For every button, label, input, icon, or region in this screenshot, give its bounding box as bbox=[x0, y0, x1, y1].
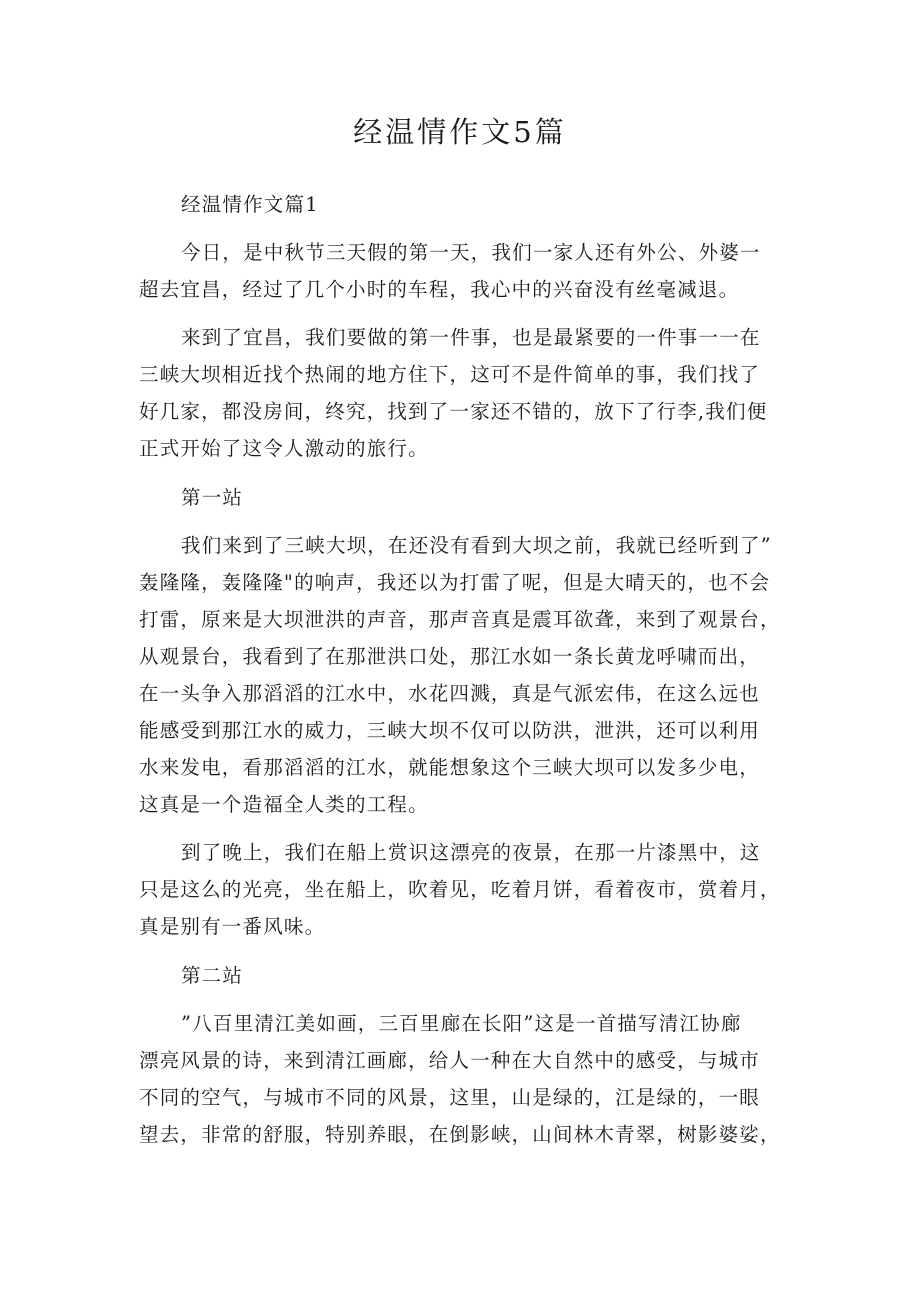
paragraph-line: 只是这么的光亮，坐在船上，吹着见，吃着月饼，看着夜市，赏着月， bbox=[139, 878, 781, 901]
paragraph-line: 望去，非常的舒服，特别养眼，在倒影峡，山间林木青翠，树影婆娑， bbox=[139, 1123, 781, 1146]
section-heading: 经温情作文篇1 bbox=[181, 193, 319, 216]
paragraph-line: 从观景台，我看到了在那泄洪口处，那江水如一条长黄龙呼啸而出， bbox=[139, 645, 761, 668]
paragraph-line: 今日，是中秋节三天假的第一天，我们一家人还有外公、外婆一 bbox=[181, 241, 761, 264]
paragraph-line: 正式开始了这令人激动的旅行。 bbox=[139, 437, 429, 460]
paragraph-line: 三峡大坝相近找个热闹的地方住下，这可不是件简单的事，我们找了 bbox=[139, 363, 761, 386]
paragraph-line: 漂亮风景的诗，来到清江画廊，给人一种在大自然中的感受，与城市 bbox=[139, 1049, 761, 1072]
paragraph-line: 在一头争入那滔滔的江水中，水花四溅，真是气派宏伟，在这么远也 bbox=[139, 682, 761, 705]
paragraph-line: 轰隆隆，轰隆隆"的响声，我还以为打雷了呢，但是大晴天的，也不会 bbox=[139, 571, 771, 594]
paragraph-line: 不同的空气，与城市不同的风景，这里，山是绿的，江是绿的，一眼 bbox=[139, 1086, 761, 1109]
section-heading: 第二站 bbox=[181, 964, 244, 987]
paragraph-line: 到了晚上，我们在船上赏识这漂亮的夜景，在那一片漆黑中，这 bbox=[181, 841, 761, 864]
paragraph-line: 超去宜昌，经过了几个小时的车程，我心中的兴奋没有丝毫减退。 bbox=[139, 278, 740, 301]
paragraph-line: 这真是一个造福全人类的工程。 bbox=[139, 793, 429, 816]
paragraph-line: 能感受到那江水的威力，三峡大坝不仅可以防洪，泄洪，还可以利用 bbox=[139, 719, 761, 742]
paragraph-line: 我们来到了三峡大坝，在还没有看到大坝之前，我就已经听到了” bbox=[181, 534, 772, 557]
paragraph-line: ”八百里清江美如画，三百里廊在长阳”这是一首描写清江协廊 bbox=[181, 1012, 742, 1035]
paragraph-line: 来到了宜昌，我们要做的第一件事，也是最紧要的一件事一一在 bbox=[181, 326, 761, 349]
paragraph-line: 打雷，原来是大坝泄洪的声音，那声音真是震耳欲聋，来到了观景台， bbox=[139, 608, 781, 631]
paragraph-line: 真是别有一番风味。 bbox=[139, 915, 326, 938]
paragraph-line: 水来发电，看那滔滔的江水，就能想象这个三峡大坝可以发多少电， bbox=[139, 756, 761, 779]
paragraph-line: 好几家，都没房间，终究，找到了一家还不错的，放下了行李,我们便 bbox=[139, 400, 768, 423]
section-heading: 第一站 bbox=[181, 486, 244, 509]
document-title: 经温情作文5篇 bbox=[353, 115, 567, 149]
